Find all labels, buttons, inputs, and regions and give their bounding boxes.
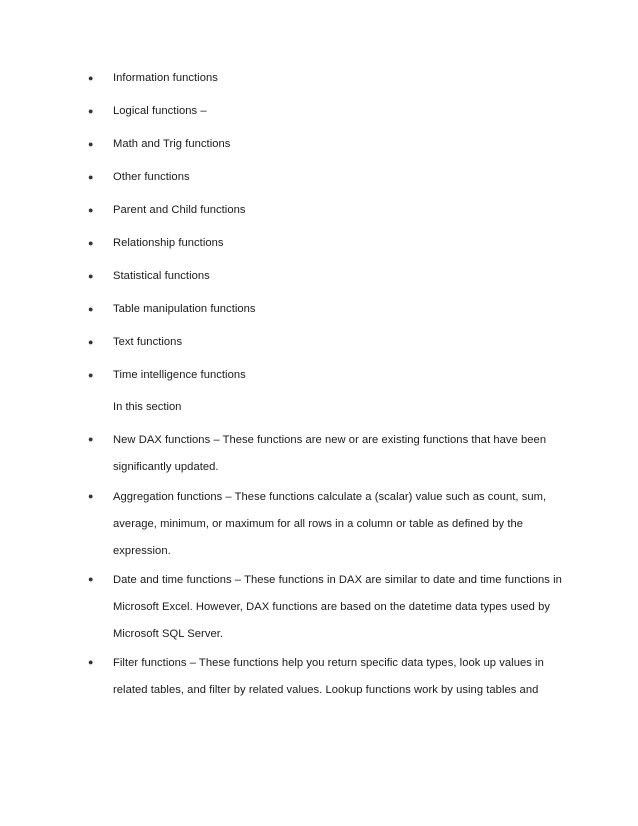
list-item-text: Other functions xyxy=(113,171,190,183)
bullet-icon: ● xyxy=(88,491,94,501)
bullet-icon: ● xyxy=(88,139,94,149)
bullet-icon: ● xyxy=(88,271,94,281)
detail-item-text: Filter functions – These functions help you return specific data types, look up values in related tables, and filter by related values. Lookup functions work by using tables and xyxy=(113,657,544,697)
list-item-text: Math and Trig functions xyxy=(113,138,231,150)
bullet-icon: ● xyxy=(88,205,94,215)
list-item-text: Relationship functions xyxy=(113,237,224,249)
list-item-text: Information functions xyxy=(113,72,218,84)
bullet-icon: ● xyxy=(88,106,94,116)
bullet-icon: ● xyxy=(88,304,94,314)
detail-item-text: Date and time functions – These functions in DAX are similar to date and time functions in Microsoft Excel. However, DAX functions are based on the datetime data types used by Microsoft SQL Server. xyxy=(113,574,562,641)
list-item-text: Table manipulation functions xyxy=(113,303,256,315)
section-label: In this section xyxy=(113,401,182,413)
bullet-icon: ● xyxy=(88,172,94,182)
bullet-icon: ● xyxy=(88,238,94,248)
bullet-icon: ● xyxy=(88,657,94,667)
bullet-icon: ● xyxy=(88,73,94,83)
list-item-text: Parent and Child functions xyxy=(113,204,246,216)
list-item-text: Statistical functions xyxy=(113,270,210,282)
list-item-text: Time intelligence functions xyxy=(113,369,246,381)
bullet-icon: ● xyxy=(88,337,94,347)
bullet-icon: ● xyxy=(88,370,94,380)
detail-item-text: New DAX functions – These functions are new or are existing functions that have been significantly updated. xyxy=(113,434,547,474)
list-item-text: Text functions xyxy=(113,336,183,348)
bullet-icon: ● xyxy=(88,434,94,444)
detail-item-text: Aggregation functions – These functions calculate a (scalar) value such as count, sum, average, minimum, or maximum for all rows in a column or table as defined by the expression. xyxy=(113,491,547,558)
bullet-icon: ● xyxy=(88,574,94,584)
list-item-text: Logical functions – xyxy=(113,105,207,117)
